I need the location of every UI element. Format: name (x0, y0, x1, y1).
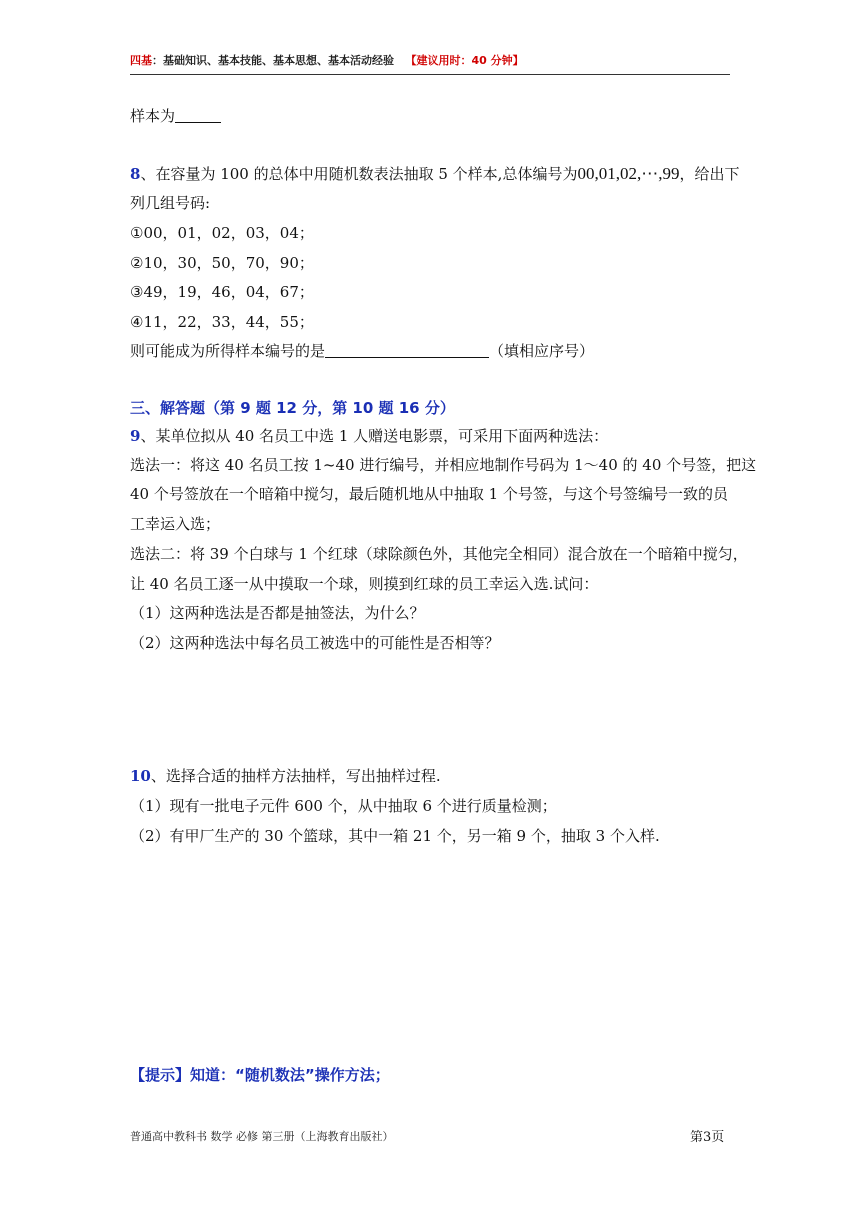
q8-answer-blank (325, 343, 489, 358)
q8-line-2: 列几组号码: (130, 194, 211, 212)
q9-line-6: 让 40 名员工逐一从中摸取一个球，则摸到红球的员工幸运入选.试问： (130, 575, 599, 593)
footer-page-number: 第3页 (690, 1130, 725, 1145)
q9-text-1: 、某单位拟从 40 名员工中选 1 人赠送电影票，可采用下面两种选法： (140, 427, 609, 445)
hint-line: 【提示】知道：“随机数法”操作方法； (130, 1066, 390, 1084)
page-header (130, 52, 730, 75)
q10-number: 10 (130, 767, 151, 785)
q8-text-b: ，给出下 (679, 165, 740, 183)
q8-ask-tail: （填相应序号） (489, 342, 595, 360)
q10-text-1: 、选择合适的抽样方法抽样，写出抽样过程. (150, 767, 441, 785)
header-time: 【建议用时：40 分钟】 (405, 54, 524, 67)
q8-number: 8 (130, 165, 141, 183)
q8-ask-line (130, 341, 594, 361)
q9-line-4: 工幸运入选； (130, 515, 221, 533)
header-items: ：基础知识、基本技能、基本思想、基本活动经验 (152, 54, 394, 67)
q7-tail-text: 样本为 (130, 107, 176, 125)
q9-line-1 (130, 426, 608, 446)
footer-textbook: 普通高中教科书 数学 必修 第三册（上海教育出版社） (130, 1130, 394, 1143)
q10-line-3: （2）有甲厂生产的 30 个篮球，其中一箱 21 个，另一箱 9 个，抽取 3 个入样. (130, 827, 660, 845)
section-3-heading: 三、解答题（第 9 题 12 分，第 10 题 16 分） (130, 399, 455, 417)
q9-line-8: （2）这两种选法中每名员工被选中的可能性是否相等？ (130, 634, 500, 652)
q8-text-a: 、在容量为 100 的总体中用随机数表法抽取 5 个样本,总体编号为 (140, 165, 578, 183)
q7-answer-blank (175, 108, 221, 123)
q9-line-7: （1）这两种选法是否都是抽签法，为什么？ (130, 604, 425, 622)
q8-option-4: ④11，22，33，44，55； (130, 313, 314, 331)
q7-tail-line (130, 106, 221, 126)
q8-line-1 (130, 164, 739, 184)
q9-line-5: 选法二：将 39 个白球与 1 个红球（球除颜色外，其他完全相同）混合放在一个暗箱中搅匀， (130, 545, 748, 563)
q10-line-2: （1）现有一批电子元件 600 个，从中抽取 6 个进行质量检测； (130, 797, 557, 815)
q8-option-3: ③49，19，46，04，67； (130, 283, 314, 301)
q8-math: 00,01,02,⋯,99 (577, 164, 680, 183)
q9-line-2: 选法一：将这 40 名员工按 1~40 进行编号，并相应地制作号码为 1～40 的 40 个号签，把这 (130, 456, 757, 474)
q8-ask: 则可能成为所得样本编号的是 (130, 342, 326, 360)
q9-line-3: 40 个号签放在一个暗箱中搅匀，最后随机地从中抽取 1 个号签，与这个号签编号一致的员 (130, 485, 728, 503)
header-prefix: 四基 (130, 54, 152, 67)
q8-option-2: ②10，30，50，70，90； (130, 254, 314, 272)
q9-number: 9 (130, 427, 141, 445)
q10-line-1 (130, 766, 441, 786)
q8-option-1: ①00，01，02，03，04； (130, 224, 314, 242)
